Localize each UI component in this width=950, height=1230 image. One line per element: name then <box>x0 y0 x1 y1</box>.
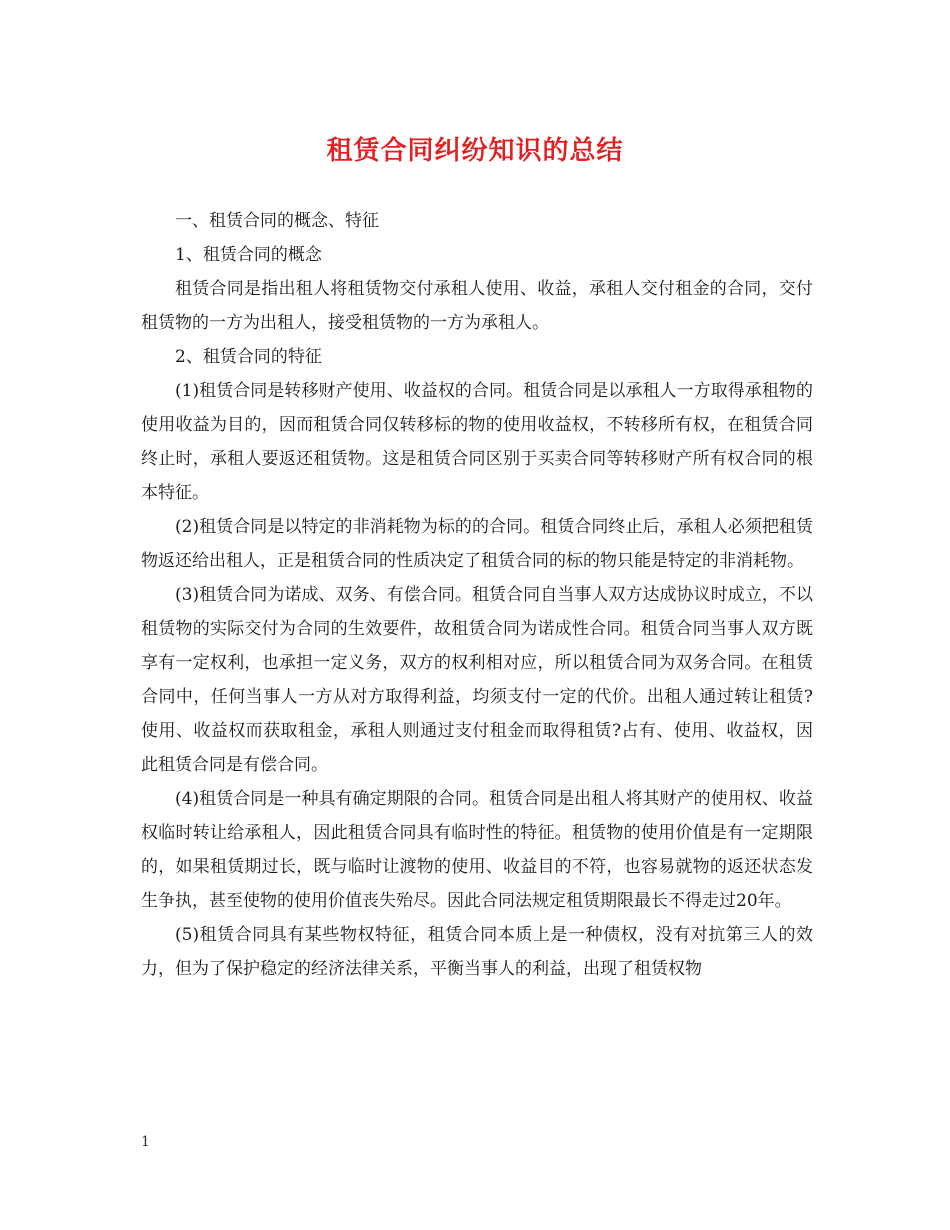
subsection-heading: 1、租赁合同的概念 <box>175 245 322 265</box>
document-title: 租赁合同纠纷知识的总结 <box>326 136 624 166</box>
page-number: 1 <box>141 1134 150 1150</box>
body-paragraph: (4)租赁合同是一种具有确定期限的合同。租赁合同是出租人将其财产的使用权、收益权临时转让给承租人，因此租赁合同具有临时性的特征。租赁物的使用价值是有一定期限的，如果租赁期过长，既与临时让渡物的使用、收益目的不符，也容易就物的返还状态发生争执，甚至使物的使用价值丧失殆尽。因此合同法规定租赁期限最长不得走过20年。 <box>141 789 813 911</box>
body-paragraph: (2)租赁合同是以特定的非消耗物为标的的合同。租赁合同终止后，承租人必须把租赁物返还给出租人，正是租赁合同的性质决定了租赁合同的标的物只能是特定的非消耗物。 <box>141 517 813 571</box>
body-paragraph: (3)租赁合同为诺成、双务、有偿合同。租赁合同自当事人双方达成协议时成立，不以租赁物的实际交付为合同的生效要件，故租赁合同为诺成性合同。租赁合同当事人双方既享有一定权利，也承担一定义务，双方的权利相对应，所以租赁合同为双务合同。在租赁合同中，任何当事人一方从对方取得利益，均须支付一定的代价。出租人通过转让租赁?使用、收益权而获取租金，承租人则通过支付租金而取得租赁?占有、使用、收益权，因此租赁合同是有偿合同。 <box>141 585 813 775</box>
body-paragraph: (1)租赁合同是转移财产使用、收益权的合同。租赁合同是以承租人一方取得承租物的使用收益为目的，因而租赁合同仅转移标的物的使用收益权，不转移所有权，在租赁合同终止时，承租人要返还租赁物。这是租赁合同区别于买卖合同等转移财产所有权合同的根本特征。 <box>141 381 813 503</box>
body-paragraph: (5)租赁合同具有某些物权特征，租赁合同本质上是一种债权，没有对抗第三人的效力，但为了保护稳定的经济法律关系，平衡当事人的利益，出现了租赁权物 <box>141 925 813 979</box>
section-heading: 一、租赁合同的概念、特征 <box>175 211 379 231</box>
body-paragraph: 租赁合同是指出租人将租赁物交付承租人使用、收益，承租人交付租金的合同，交付租赁物的一方为出租人，接受租赁物的一方为承租人。 <box>141 279 813 333</box>
document-body <box>141 204 813 986</box>
subsection-heading: 2、租赁合同的特征 <box>175 347 322 367</box>
